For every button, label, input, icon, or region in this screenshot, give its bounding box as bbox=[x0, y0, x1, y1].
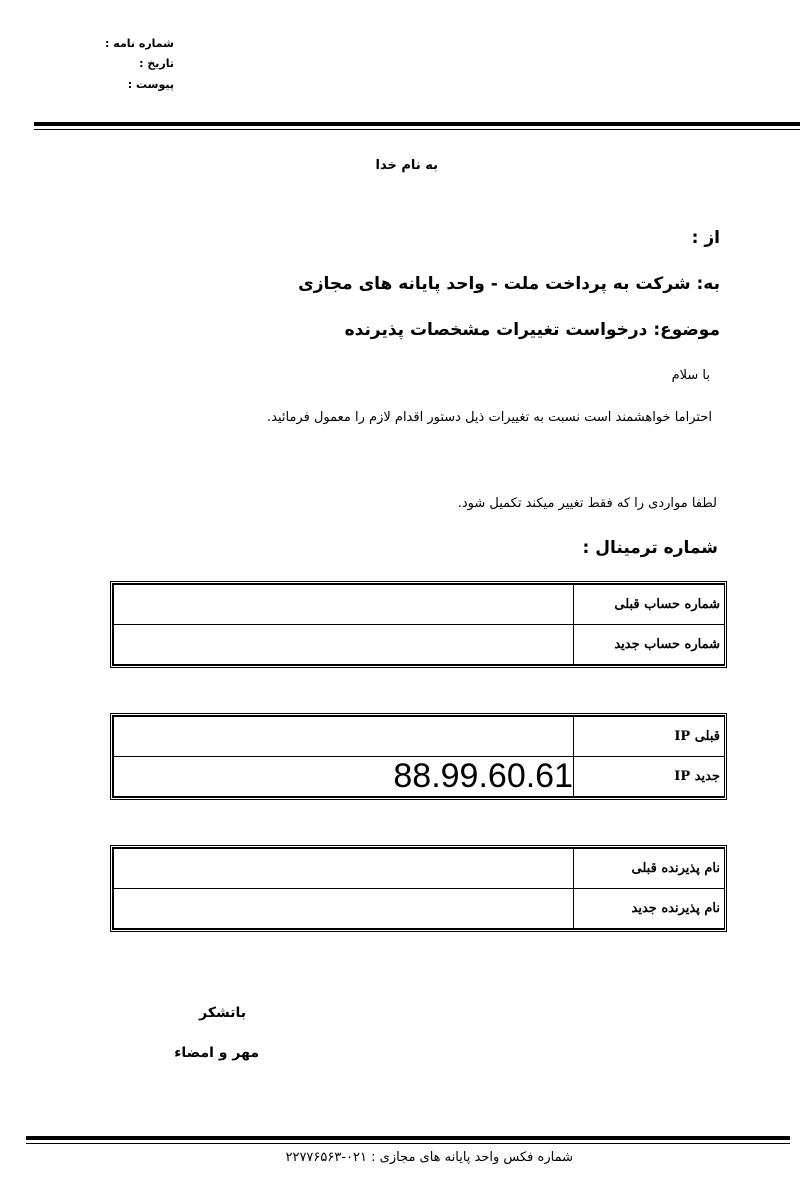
table-row bbox=[114, 757, 725, 797]
previous-acceptor-label: نام پذیرنده قبلی bbox=[574, 849, 725, 889]
table-row bbox=[114, 585, 725, 625]
from-label: از : bbox=[691, 228, 720, 248]
previous-account-value[interactable] bbox=[114, 585, 574, 625]
previous-acceptor-value[interactable] bbox=[114, 849, 574, 889]
header-rule-thin bbox=[34, 129, 800, 130]
account-table bbox=[110, 581, 727, 668]
attachment-label: پیوست : bbox=[127, 78, 174, 91]
new-ip-value[interactable]: 88.99.60.61 bbox=[114, 757, 574, 797]
new-acceptor-label: نام پذیرنده جدید bbox=[574, 889, 725, 929]
new-account-label: شماره حساب جدید bbox=[574, 625, 725, 665]
new-ip-label: IP جدید bbox=[574, 757, 725, 797]
acceptor-table bbox=[110, 845, 727, 932]
seal-signature-text: مهر و امضاء bbox=[174, 1045, 259, 1061]
previous-ip-label: IP قبلی bbox=[574, 717, 725, 757]
to-line: به: شرکت به پرداخت ملت - واحد پایانه های مجازی bbox=[298, 274, 720, 294]
previous-ip-value[interactable] bbox=[114, 717, 574, 757]
previous-account-label: شماره حساب قبلی bbox=[574, 585, 725, 625]
footer-rule-thin bbox=[26, 1143, 790, 1144]
new-acceptor-value[interactable] bbox=[114, 889, 574, 929]
greeting: با سلام bbox=[671, 368, 710, 383]
request-text: احتراما خواهشمند است نسبت به تغییرات ذیل دستور اقدام لازم را معمول فرمائید. bbox=[267, 410, 712, 425]
date-label: تاریخ : bbox=[139, 57, 174, 70]
footer-rule-thick bbox=[26, 1136, 790, 1140]
thanks-text: باتشکر bbox=[199, 1005, 246, 1021]
table-row bbox=[114, 625, 725, 665]
table-row bbox=[114, 889, 725, 929]
header-rule-thick bbox=[34, 122, 800, 126]
instruction: لطفا مواردی را که فقط تغییر میکند تکمیل شود. bbox=[457, 496, 717, 511]
ip-table bbox=[110, 713, 727, 800]
letter-number-label: شماره نامه : bbox=[105, 37, 174, 50]
subject-line: موضوع: درخواست تغییرات مشخصات پذیرنده bbox=[344, 320, 720, 340]
table-row bbox=[114, 717, 725, 757]
new-account-value[interactable] bbox=[114, 625, 574, 665]
terminal-number-label: شماره ترمینال : bbox=[582, 538, 718, 558]
fax-number-line: شماره فکس واحد پایانه های مجازی : ۰۲۱-۲۲۷۷۶۵۶۳ bbox=[285, 1150, 573, 1165]
invocation: به نام خدا bbox=[375, 158, 438, 173]
table-row bbox=[114, 849, 725, 889]
